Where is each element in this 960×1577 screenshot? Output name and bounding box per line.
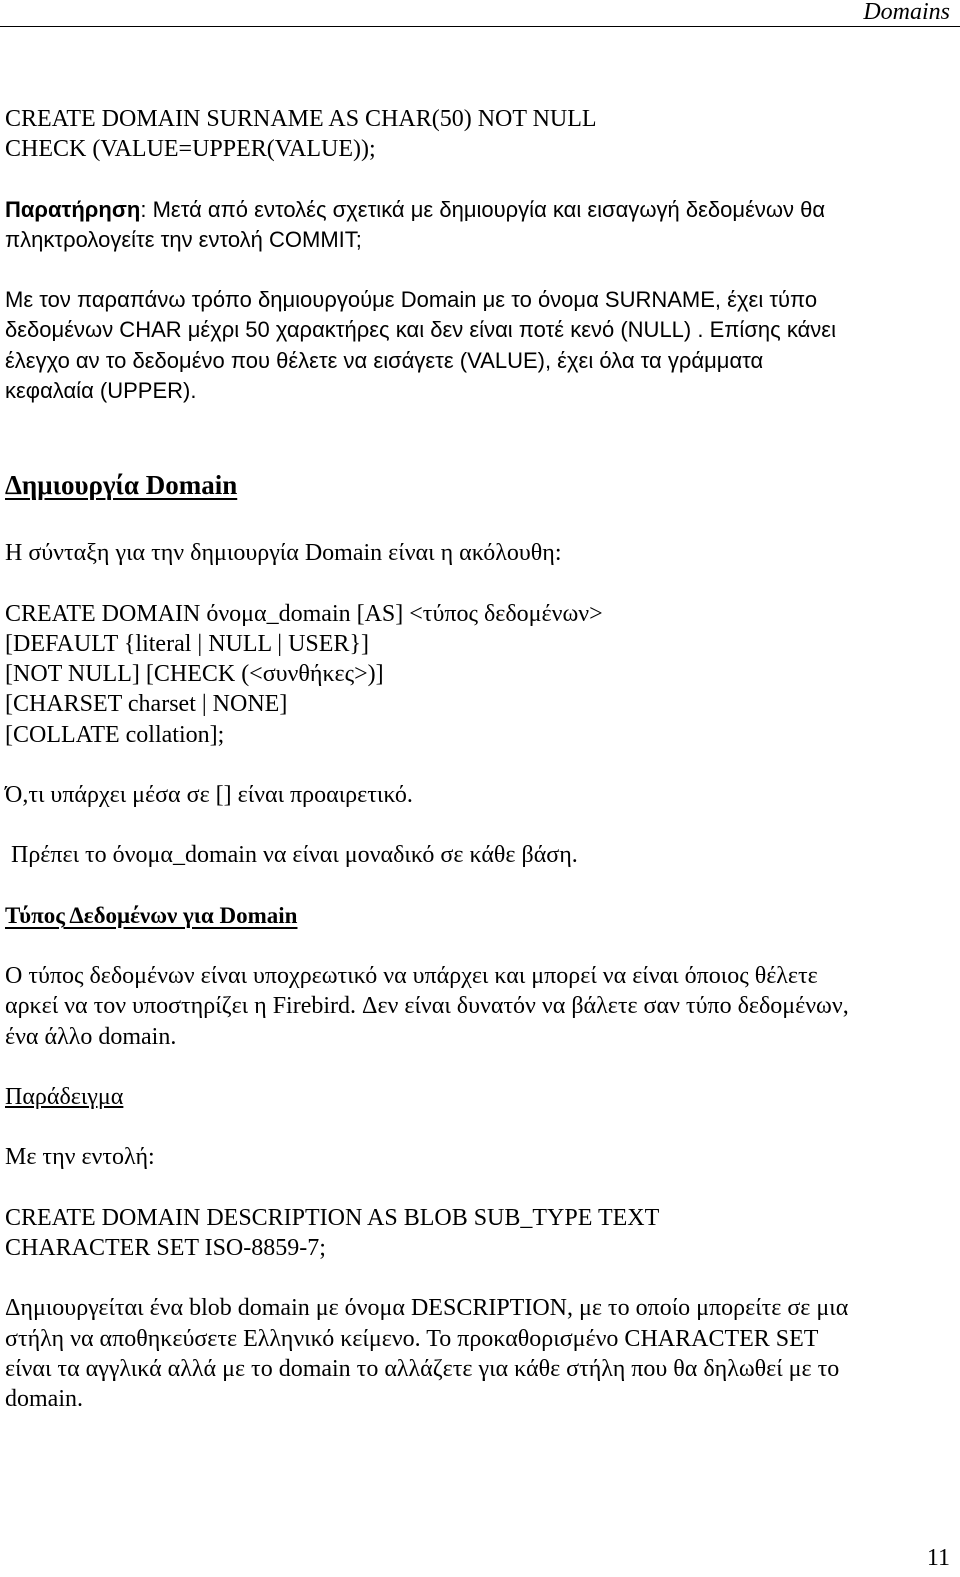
final-line: στήλη να αποθηκεύσετε Ελληνικό κείμενο. Το προκαθορισμένο CHARACTER SET <box>5 1325 819 1352</box>
datatype-line: αρκεί να τον υποστηρίζει η Firebird. Δεν είναι δυνατόν να βάλετε σαν τύπο δεδομένων, <box>5 993 849 1020</box>
header-divider <box>0 26 960 27</box>
page-number: 11 <box>926 1545 950 1571</box>
syntax-intro: Η σύνταξη για την δημιουργία Domain είναι η ακόλουθη: <box>5 540 562 567</box>
explanation-line: κεφαλαία (UPPER). <box>5 377 197 403</box>
note-text-line: πληκτρολογείτε την εντολή COMMIT; <box>5 226 362 252</box>
code-line: CREATE DOMAIN SURNAME AS CHAR(50) NOT NULL <box>5 106 597 132</box>
note-paragraph <box>5 195 940 225</box>
explanation-line: δεδομένων CHAR μέχρι 50 χαρακτήρες και δεν είναι ποτέ κενό (NULL) . Επίσης κάνει <box>5 317 836 343</box>
section-heading-data-type <box>5 901 940 931</box>
syntax-line: [COLLATE collation]; <box>5 721 225 748</box>
code-line: CREATE DOMAIN DESCRIPTION AS BLOB SUB_TYPE TEXT <box>5 1204 660 1231</box>
explanation-line: έλεγχο αν το δεδομένο που θέλετε να εισάγετε (VALUE), έχει όλα τα γράμματα <box>5 347 764 373</box>
note-text: : Μετά από εντολές σχετικά με δημιουργία και εισαγωγή δεδομένων θα <box>140 196 826 222</box>
optional-note: Ό,τι υπάρχει μέσα σε [] είναι προαιρετικό. <box>5 781 413 808</box>
heading-text: Δημιουργία Domain <box>5 470 238 501</box>
unique-note: Πρέπει το όνομα_domain να είναι μοναδικό σε κάθε βάση. <box>11 842 578 869</box>
code-line: CHECK (VALUE=UPPER(VALUE)); <box>5 136 376 163</box>
final-line: είναι τα αγγλικά αλλά με το domain το αλλάζετε για κάθε στήλη που θα δηλωθεί με το <box>5 1355 840 1382</box>
explanation-line: Με τον παραπάνω τρόπο δημιουργούμε Domain με το όνομα SURNAME, έχει τύπο <box>5 287 818 313</box>
final-line: Δημιουργείται ένα blob domain με όνομα DESCRIPTION, με το οποίο μπορείτε σε μια <box>5 1295 849 1322</box>
page-header-title: Domains <box>863 0 950 25</box>
syntax-line: [DEFAULT {literal | NULL | USER}] <box>5 630 369 657</box>
datatype-line: Ο τύπος δεδομένων είναι υποχρεωτικό να υπάρχει και μπορεί να είναι όποιος θέλετε <box>5 963 818 990</box>
note-label: Παρατήρηση <box>5 196 141 222</box>
syntax-line: [NOT NULL] [CHECK (<συνθήκες>)] <box>5 661 384 688</box>
syntax-line: [CHARSET charset | NONE] <box>5 691 288 718</box>
example-label <box>5 1082 940 1112</box>
syntax-line: CREATE DOMAIN όνομα_domain [AS] <τύπος δεδομένων> <box>5 600 603 627</box>
command-intro: Με την εντολή: <box>5 1144 155 1171</box>
document-body <box>5 104 940 1414</box>
code-line: CHARACTER SET ISO-8859-7; <box>5 1234 326 1261</box>
heading-text: Τύπος Δεδομένων για Domain <box>5 902 298 928</box>
datatype-line: ένα άλλο domain. <box>5 1023 177 1050</box>
example-label-text: Παράδειγμα <box>5 1083 124 1110</box>
final-line: domain. <box>5 1385 83 1412</box>
section-heading-create-domain <box>5 470 940 502</box>
